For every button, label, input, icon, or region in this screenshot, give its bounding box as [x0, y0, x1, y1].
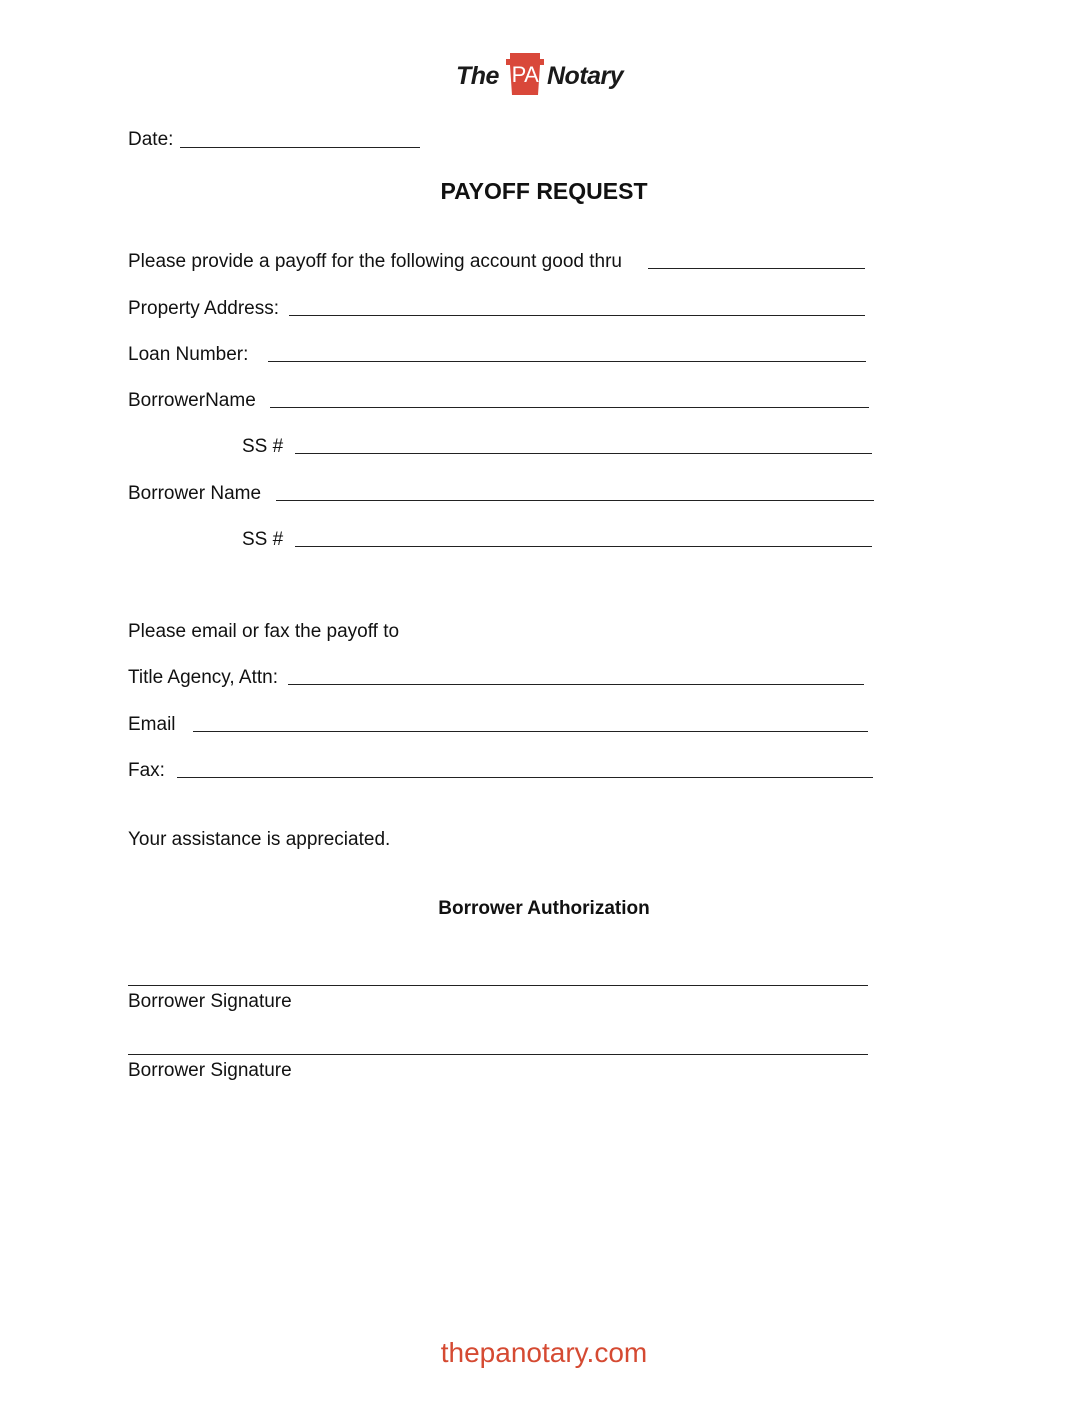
- loan-number-label: Loan Number:: [128, 344, 249, 365]
- fax-label: Fax:: [128, 760, 165, 781]
- borrower-name-label-2: Borrower Name: [128, 483, 262, 504]
- ss-field-1[interactable]: [295, 453, 872, 454]
- logo-the: The: [456, 62, 499, 90]
- ss-field-2[interactable]: [295, 546, 872, 547]
- date-label: Date:: [128, 129, 174, 150]
- title-agency-label: Title Agency, Attn:: [128, 667, 278, 688]
- property-address-field[interactable]: [289, 315, 865, 316]
- ss-label-2: SS #: [242, 529, 284, 550]
- loan-number-field[interactable]: [268, 361, 866, 362]
- authorization-heading: Borrower Authorization: [438, 898, 650, 919]
- title-agency-field[interactable]: [288, 684, 864, 685]
- email-label: Email: [128, 714, 176, 735]
- borrower-name-field-1[interactable]: [270, 407, 869, 408]
- thanks-text: Your assistance is appreciated.: [128, 829, 391, 850]
- fax-field[interactable]: [177, 777, 873, 778]
- good-thru-field[interactable]: [648, 268, 865, 269]
- page-title: PAYOFF REQUEST: [440, 178, 648, 204]
- borrower-name-field-2[interactable]: [276, 500, 874, 501]
- signature-field-1[interactable]: [128, 985, 868, 986]
- borrower-name-label-1: BorrowerName: [128, 390, 256, 411]
- signature-field-2[interactable]: [128, 1054, 868, 1055]
- property-address-label: Property Address:: [128, 298, 280, 319]
- logo: [456, 53, 646, 97]
- signature-label-1: Borrower Signature: [128, 991, 292, 1012]
- date-field[interactable]: [180, 147, 420, 148]
- ss-label-1: SS #: [242, 436, 284, 457]
- send-to-text: Please email or fax the payoff to: [128, 621, 400, 642]
- email-field[interactable]: [193, 731, 868, 732]
- signature-label-2: Borrower Signature: [128, 1060, 292, 1081]
- footer-website-link[interactable]: thepanotary.com: [440, 1337, 648, 1368]
- request-text: Please provide a payoff for the following account good thru: [128, 251, 622, 272]
- logo-notary: Notary: [547, 62, 624, 90]
- logo-pa: PA: [511, 62, 539, 87]
